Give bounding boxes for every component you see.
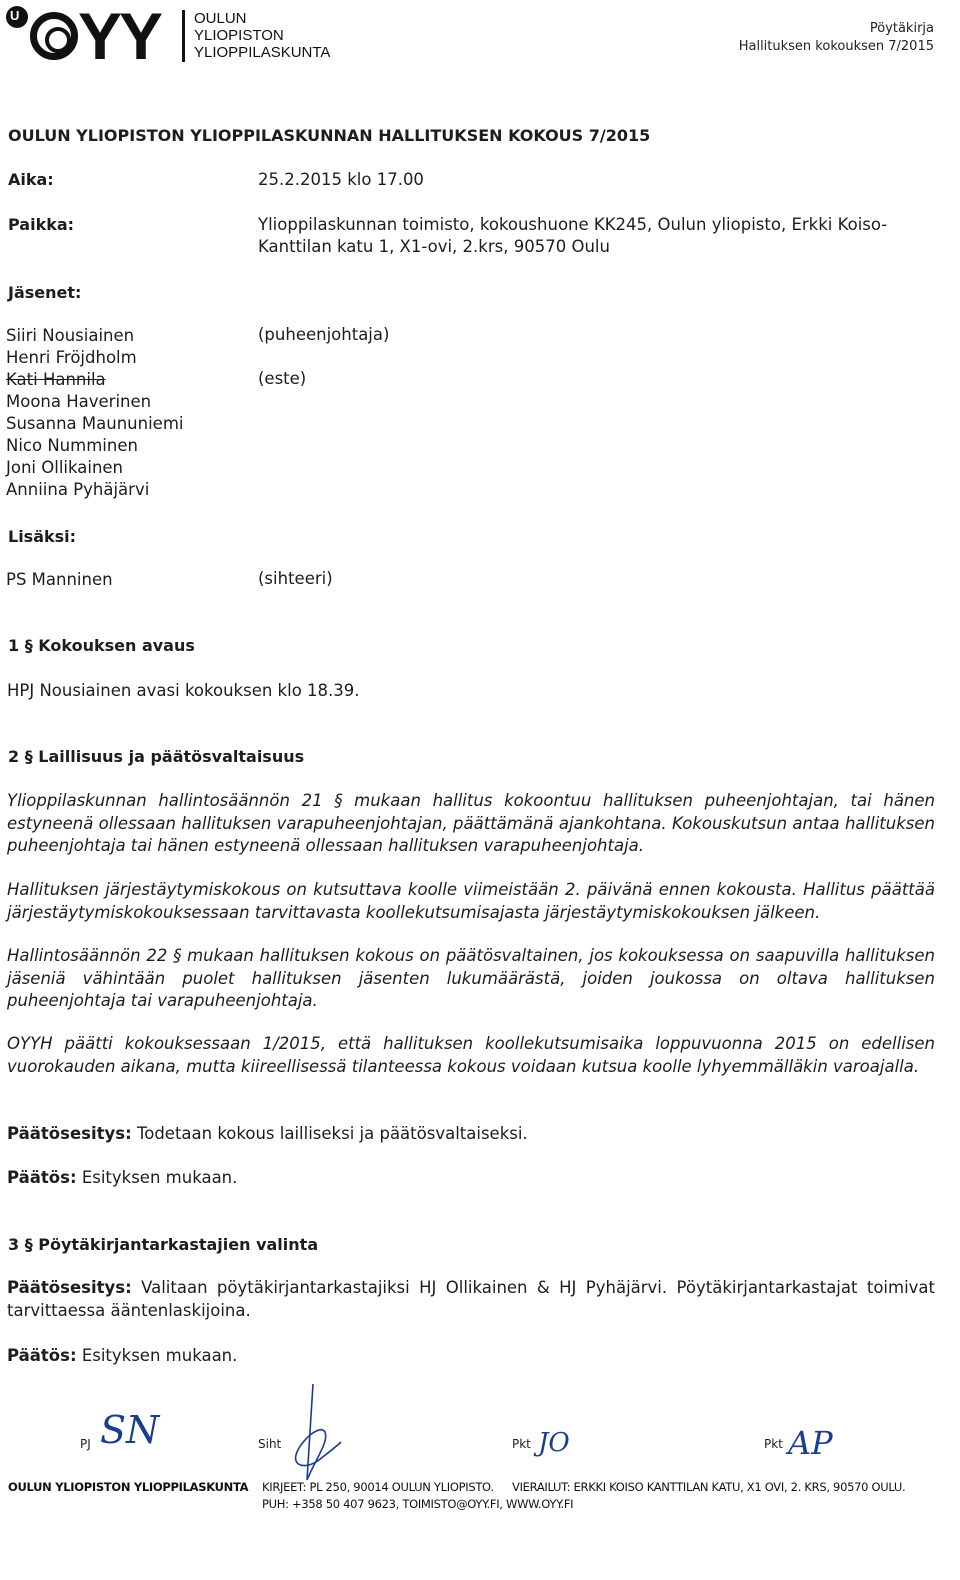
member-name: Henri Fröjdholm: [6, 348, 137, 367]
members-label: Jäsenet:: [8, 283, 82, 302]
time-label: Aika:: [8, 170, 54, 189]
reviewer-1-initials-signature: JO: [538, 1428, 570, 1458]
logo-o-mark: [30, 12, 78, 60]
proposal-text: Todetaan kokous lailliseksi ja päätösvaltaiseksi.: [136, 1124, 528, 1143]
reviewer-1-signature-label: Pkt: [512, 1437, 531, 1451]
document-meeting: Hallituksen kokouksen 7/2015: [738, 39, 934, 54]
section-paragraph: Hallintosäännön 22 § mukaan hallituksen kokous on päätösvaltainen, jos kokouksessa on saapuvilla hallituksen jäseniä vähintään puolet hallituksen jäsenten lukumäärästä, joiden joukossa on oltava hallituksen puheenjohtaja tai varapuheenjohtaja.: [7, 946, 935, 1010]
section-paragraph: Hallituksen järjestäytymiskokous on kutsuttava koolle viimeistään 2. päivänä ennen kokousta. Hallitus päättää järjestäytymiskokouksessaan tarvittavasta koollekutsumisajasta järjestäytymiskokouksen jälkeen.: [7, 880, 935, 922]
proposal-line: [7, 1123, 935, 1146]
footer-contact: PUH: +358 50 407 9623, TOIMISTO@OYY.FI, WWW.OYY.FI: [262, 1497, 574, 1511]
footer-org-name: OULUN YLIOPISTON YLIOPPILASKUNTA: [8, 1480, 249, 1494]
decision-line: [7, 1167, 935, 1190]
section-heading: 1 § Kokouksen avaus: [8, 636, 195, 655]
footer-visit-address: VIERAILUT: ERKKI KOISO KANTTILAN KATU, X1 OVI, 2. KRS, 90570 OULU.: [512, 1480, 906, 1494]
time-value: 25.2.2015 klo 17.00: [258, 170, 424, 189]
additional-name: PS Manninen: [6, 570, 113, 589]
proposal-label: Päätösesitys:: [7, 1278, 132, 1297]
section-paragraph: OYYH päätti kokouksessaan 1/2015, että hallituksen koollekutsumisaika loppuvuonna 2015 on edellisen vuorokauden aikana, mutta kiireellisessä tilanteessa kokous voidaan kutsua koolle lyhyemmälläkin varoajalla.: [7, 1034, 935, 1076]
place-label: Paikka:: [8, 215, 75, 234]
member-name: Moona Haverinen: [6, 392, 152, 411]
org-name-line-2: YLIOPISTON: [194, 27, 284, 44]
secretary-signature-label: Siht: [258, 1437, 282, 1451]
place-value-line-2: Kanttilan katu 1, X1-ovi, 2.krs, 90570 Oulu: [258, 237, 610, 256]
document-type: Pöytäkirja: [869, 21, 934, 36]
member-name: Joni Ollikainen: [6, 458, 124, 477]
chair-signature-label: PJ: [80, 1437, 91, 1451]
section-heading: 3 § Pöytäkirjantarkastajien valinta: [8, 1235, 319, 1254]
document-type-block: [739, 20, 934, 56]
place-value-line-1: Ylioppilaskunnan toimisto, kokoushuone KK245, Oulun yliopisto, Erkki Koiso-: [258, 215, 888, 234]
proposal-line: [7, 1277, 935, 1322]
chair-initials-signature: SN: [100, 1408, 160, 1452]
member-name: Siiri Nousiainen: [6, 326, 135, 345]
section-text: HPJ Nousiainen avasi kokouksen klo 18.39.: [7, 681, 360, 700]
additional-role: (sihteeri): [258, 569, 333, 588]
member-name-struck: Kati Hannila: [6, 370, 106, 389]
decision-line: [7, 1345, 935, 1368]
proposal-label: Päätösesitys:: [7, 1124, 132, 1143]
additional-label: Lisäksi:: [8, 527, 77, 546]
member-name: Susanna Maununiemi: [6, 414, 184, 433]
secretary-signature-drawing: [285, 1380, 345, 1490]
member-role: (puheenjohtaja): [258, 325, 390, 344]
section-paragraph: Ylioppilaskunnan hallintosäännön 21 § mukaan hallitus kokoontuu hallituksen puheenjohtajan, tai hänen estyneenä ollessaan hallituksen varapuheenjohtajan, päättämänä ajankohtana. Kokouskutsun antaa hallituksen puheenjohtaja tai hänen estyneenä ollessaan hallituksen varapuheenjohtaja.: [7, 791, 935, 855]
decision-label: Päätös:: [7, 1346, 77, 1365]
proposal-text: Valitaan pöytäkirjantarkastajiksi HJ Ollikainen & HJ Pyhäjärvi. Pöytäkirjantarkastajat toimivat tarvittaessa ääntenlaskijoina.: [7, 1278, 936, 1320]
member-name: Anniina Pyhäjärvi: [6, 480, 150, 499]
section-heading: 2 § Laillisuus ja päätösvaltaisuus: [8, 747, 305, 766]
reviewer-2-signature-label: Pkt: [764, 1437, 783, 1451]
org-name-line-3: YLIOPPILASKUNTA: [194, 44, 331, 61]
decision-text: Esityksen mukaan.: [81, 1346, 238, 1365]
reviewer-2-initials-signature: AP: [788, 1424, 833, 1462]
org-name-line-1: OULUN: [194, 10, 247, 27]
decision-text: Esityksen mukaan.: [81, 1168, 238, 1187]
member-name: Nico Numminen: [6, 436, 138, 455]
decision-label: Päätös:: [7, 1168, 77, 1187]
footer-post-address: KIRJEET: PL 250, 90014 OULUN YLIOPISTO.: [262, 1480, 494, 1494]
logo-badge: U: [6, 6, 28, 28]
logo-wordmark: YY: [78, 0, 161, 73]
page-title: OULUN YLIOPISTON YLIOPPILASKUNNAN HALLITUKSEN KOKOUS 7/2015: [8, 126, 651, 145]
logo-divider: [182, 10, 185, 62]
member-role: (este): [258, 369, 307, 388]
